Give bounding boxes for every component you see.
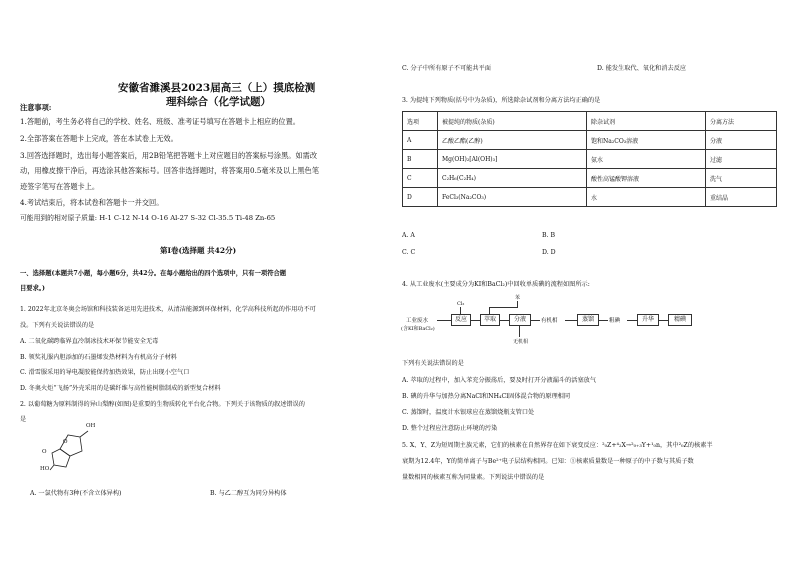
page-subtitle: 理科综合（化学试题） <box>166 96 271 108</box>
q3-option: A. A <box>402 232 415 239</box>
section-intro: 一、选择题(本题共7小题，每小题6分，共42分。在每小题给出的四个选项中，只有一项符合题 <box>20 270 287 277</box>
q2-stem: 是 <box>20 416 27 423</box>
q3-stem: 3. 为提纯下列物质(括号中为杂质)，所选除杂试剂和分离方法均正确的是 <box>402 97 601 104</box>
flow-input-label: (含KI和BaCl₂) <box>401 326 435 332</box>
isosorbide-structure <box>40 423 115 471</box>
flow-arrow <box>499 320 509 321</box>
table-header: 选项 <box>403 112 438 131</box>
flow-arrow <box>437 320 451 321</box>
notice-heading: 注意事项: <box>20 103 52 112</box>
q2-option-a: A. 一氯代物有3种(不含立体异构) <box>30 490 122 497</box>
table-cell: 重结晶 <box>706 188 777 207</box>
flow-box-product: 精碘 <box>668 314 692 326</box>
table-header: 被提纯的物质(杂质) <box>438 112 587 131</box>
q2-option-d: D. 能发生取代、氧化和消去反应 <box>597 65 687 72</box>
ho-label: HO <box>40 466 50 472</box>
flow-arrow <box>658 320 668 321</box>
table-row <box>403 188 777 207</box>
q4-option: C. 蒸馏时，温度计水银球应在蒸馏烧瓶支管口处 <box>402 409 535 416</box>
table-cell: 饱和Na₂CO₃溶液 <box>587 131 706 150</box>
table-cell: Mg(OH)₂[Al(OH)₃] <box>438 150 587 169</box>
table-row <box>403 150 777 169</box>
notice-item: 2.全部答案在答题卡上完成，答在本试卷上无效。 <box>20 134 178 143</box>
q1-stem: 1. 2022年北京冬奥会场馆和科技装备运用先进技术，从清洁能源到环保材料，化学高科技所起的作用功不可 <box>20 306 316 313</box>
flow-cl2-label: Cl₂ <box>457 301 465 307</box>
flow-arrow <box>489 307 490 314</box>
q5-stem: 量数相同的核素互称为同量素。下列说法中错误的是 <box>402 474 545 481</box>
q2-option-b: B. 与乙二醇互为同分异构体 <box>210 490 287 497</box>
q3-option: D. D <box>542 249 556 256</box>
section-title: 第Ⅰ卷(选择题 共42分) <box>160 246 237 255</box>
flow-box-separate: 分液 <box>509 314 531 326</box>
table-cell: FeCl₃(Na₂CO₃) <box>438 188 587 207</box>
q4-stem: 4. 从工业废水(主要成分为KI和BaCl₂)中回收单质碘的流程如图所示: <box>402 281 590 288</box>
table-cell: C₂H₆(C₂H₄) <box>438 169 587 188</box>
flow-arrow <box>460 307 461 314</box>
q1-option: B. 领奖礼服内胆添加的石墨烯发热材料为有机高分子材料 <box>20 354 177 361</box>
q3-table <box>402 111 777 207</box>
page-title: 安徽省濉溪县2023届高三（上）摸底检测 <box>118 82 316 94</box>
flow-arrow <box>519 325 520 337</box>
flow-crude-label: 粗碘 <box>609 318 621 324</box>
q2-option-c: C. 分子中所有原子不可能共平面 <box>402 65 491 72</box>
notice-item: 动，用橡皮擦干净后，再选涂其他答案标号。回答非选择题时，将答案用0.5毫米及以上黑色笔 <box>20 166 319 175</box>
notice-item: 迹签字笔写在答题卡上。 <box>20 182 100 191</box>
atomic-mass-line: 可能用到的相对原子质量: H-1 C-12 N-14 O-16 Al-27 S-32 Cl-35.5 Ti-48 Zn-65 <box>20 214 276 222</box>
table-header-row <box>403 112 777 131</box>
q3-option: B. B <box>542 232 556 239</box>
q2-stem: 2. 以葡萄糖为原料制得的异山梨醇(如图)是重要的生物质转化平台化合物。下列关于该物质的叙述错误的 <box>20 401 305 408</box>
flow-organic-label: 有机相 <box>541 318 558 324</box>
q3-option: C. C <box>402 249 416 256</box>
table-row <box>403 169 777 188</box>
table-cell: 分液 <box>706 131 777 150</box>
q5-stem: 5. X、Y、Z为短周期主族元素，它们的核素在自然界存在如下衰变反应：²₀Z+⁴₂X→²₀₊₃Y+¹₀n，其中²₀Z的核素半 <box>402 442 713 449</box>
table-cell: 酸性高锰酸钾溶液 <box>587 169 706 188</box>
flow-arrow <box>598 320 608 321</box>
flow-arrow <box>470 320 480 321</box>
flow-benzene-label: 苯 <box>515 295 521 301</box>
table-cell: 氨水 <box>587 150 706 169</box>
q4-option: D. 整个过程应注意防止环境的污染 <box>402 425 498 432</box>
table-cell: 洗气 <box>706 169 777 188</box>
flow-input-label: 工业废水 <box>406 318 429 324</box>
notice-item: 1.答题前，考生务必将自己的学校、姓名、班级、准考证号填写在答题卡上相应的位置。 <box>20 117 300 126</box>
q4-question: 下列有关说法错误的是 <box>402 360 464 367</box>
oh-label: OH <box>86 423 96 429</box>
o-label: O <box>63 439 68 445</box>
flow-box-extract: 萃取 <box>480 314 500 326</box>
q1-option: A. 二氧化碳跨临界直冷制冰技术环保节能安全无毒 <box>20 338 159 345</box>
flow-arrow <box>530 320 540 321</box>
notice-item: 4.考试结束后，将本试卷和答题卡一并交回。 <box>20 198 164 207</box>
flow-arrow <box>627 320 637 321</box>
flow-box-reaction: 反应 <box>451 314 471 326</box>
table-cell: A <box>403 131 438 150</box>
q1-option: C. 滑雪服采用的导电凝胶能保持加热效果，防止出现小空气口 <box>20 369 190 376</box>
o-label: O <box>42 449 47 455</box>
table-header: 除杂试剂 <box>587 112 706 131</box>
q4-option: B. 碘的升华与加热分离NaCl和NH₄Cl固体混合物的原理相同 <box>402 393 571 400</box>
table-cell: 乙酸乙酯(乙醇) <box>438 131 587 150</box>
table-row <box>403 131 777 150</box>
q4-option: A. 萃取的过程中，加入苯充分振荡后，要及时打开分液漏斗的活塞放气 <box>402 377 597 384</box>
q1-stem: 没。下列有关说法错误的是 <box>20 322 95 329</box>
table-cell: C <box>403 169 438 188</box>
flow-box-distill: 蒸馏 <box>577 314 599 326</box>
notice-item: 3.回答选择题时，选出每小题答案后，用2B铅笔把答题卡上对应题目的答案标号涂黑。如需改 <box>20 151 318 160</box>
table-cell: D <box>403 188 438 207</box>
section-intro: 目要求。) <box>20 285 46 292</box>
flow-box-sublime: 升华 <box>637 314 659 326</box>
q5-stem: 衰期为12.4年，Y的简单离子与Be²⁺电子层结构相同。已知：①核素质量数是一种原子的中子数与其质子数 <box>402 458 694 465</box>
flow-arrow <box>565 320 577 321</box>
table-cell: 过滤 <box>706 150 777 169</box>
q1-option: D. 冬奥火炬“飞扬”外壳采用的是碳纤维与高性能树脂制成的新型复合材料 <box>20 385 221 392</box>
table-header: 分离方法 <box>706 112 777 131</box>
flow-arrow <box>489 307 518 308</box>
flow-inorganic-label: 无机相 <box>513 339 529 345</box>
table-cell: B <box>403 150 438 169</box>
table-cell: 水 <box>587 188 706 207</box>
